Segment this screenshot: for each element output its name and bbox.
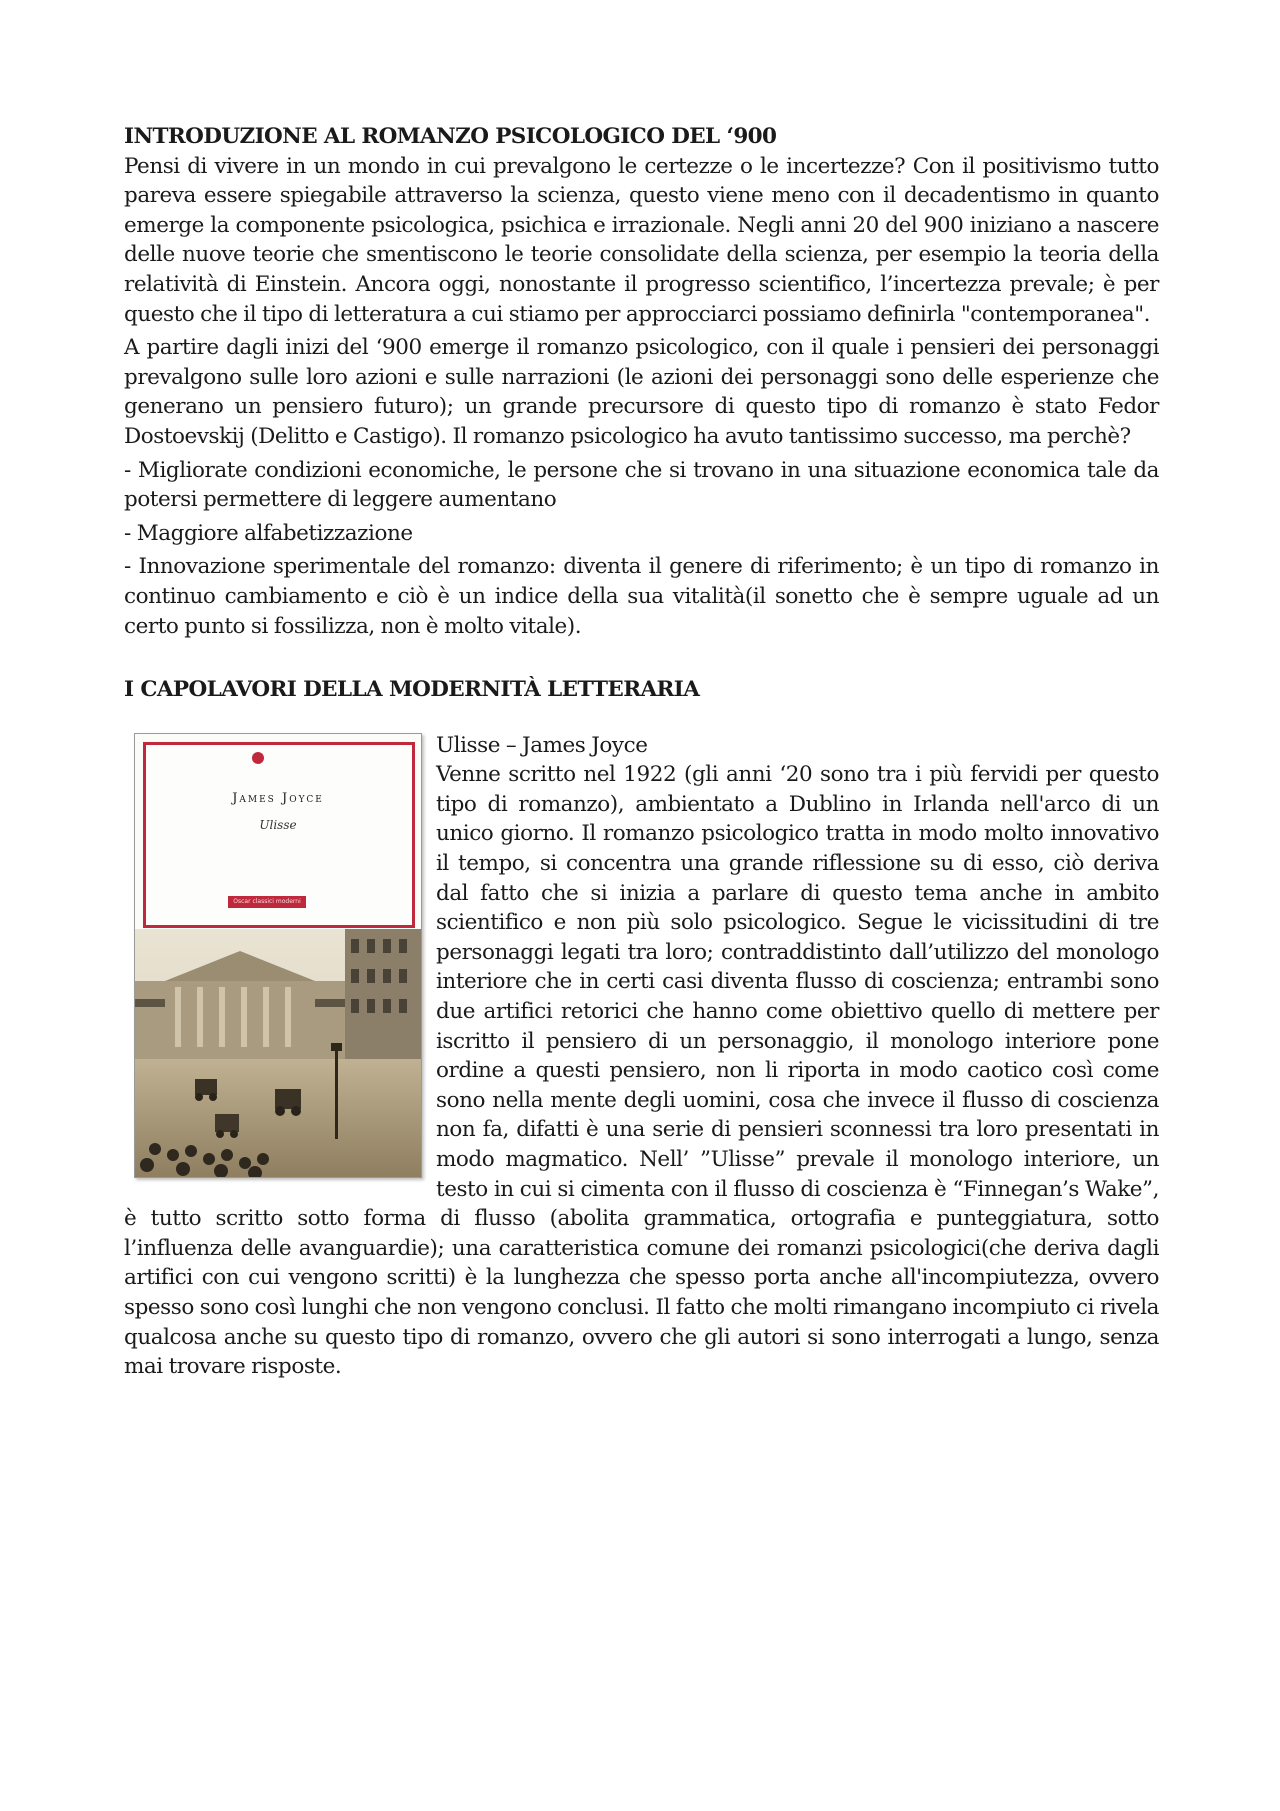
book-cover-image: [134, 733, 422, 1178]
book-description: Venne scritto nel 1922 (gli anni ‘20 sono tra i più fervidi per questo tipo di romanzo), ambientato a Dublino in Irlanda nell'arco di un unico giorno. Il romanzo psicologico tratta in modo molto innovativo il tempo, si concentra una grande riflessione su di esso, ciò deriva dal fatto che si inizia a parlare di questo tema anche in ambito scientifico e non più solo psicologico. Segue le vicissitudini di tre personaggi legati tra loro; contraddistinto dall’utilizzo del monologo interiore che in certi casi diventa flusso di coscienza; entrambi sono due artifici retorici che hanno come obiettivo quello di mettere per iscritto il pensiero di un personaggio, il monologo interiore pone ordine a questi pensiero, non li riporta in modo caotico così come sono nella mente degli uomini, cosa che invece il flusso di coscienza non fa, difatti è una serie di pensieri sconnessi tra loro presentati in modo magmatico. Nell’ ”Ulisse” prevale il monologo interiore, un testo in cui si cimenta con il flusso di coscienza è “Finnegan’s Wake”, è tutto scritto sotto forma di flusso (abolita grammatica, ortografia e punteggiatura, sotto l’influenza delle avanguardie); una caratteristica comune dei romanzi psicologici(che deriva dagli artifici con cui vengono scritti) è la lunghezza che spesso porta anche all'incompiutezza, ovvero spesso sono così lunghi che non vengono conclusi. Il fatto che molti rimangano incompiuto ci rivela qualcosa anche su questo tipo di romanzo, ovvero che gli autori si sono interrogati a lungo, senza mai trovare risposte.: [124, 762, 1159, 1380]
intro-heading: INTRODUZIONE AL ROMANZO PSICOLOGICO DEL ‘900: [124, 124, 777, 149]
cover-title: Ulisse: [259, 817, 297, 832]
publisher-logo-icon: [252, 752, 264, 764]
cover-author: James Joyce: [232, 790, 324, 806]
document-page: [124, 122, 1159, 1386]
cover-series-band: Oscar classici moderni: [228, 896, 306, 908]
intro-bullet-innovation: - Innovazione sperimentale del romanzo: diventa il genere di riferimento; è un tipo di romanzo in continuo cambiamento e ciò è un indice della sua vitalità(il sonetto che è sempre uguale ad un certo punto si fossilizza, non è molto vitale).: [124, 554, 1159, 639]
dublin-street-illustration: [135, 929, 421, 1177]
masterpieces-heading: I CAPOLAVORI DELLA MODERNITÀ LETTERARIA: [124, 677, 700, 703]
intro-bullet-literacy: - Maggiore alfabetizzazione: [124, 520, 413, 546]
intro-paragraph-2: A partire dagli inizi del ‘900 emerge il romanzo psicologico, con il quale i pensieri dei personaggi prevalgono sulle loro azioni e sulle narrazioni (le azioni dei personaggi sono delle esperienze che generano un pensiero futuro); un grande precursore di questo tipo di romanzo è stato Fedor Dostoevskij (Delitto e Castigo). Il romanzo psicologico ha avuto tantissimo successo, ma perchè?: [124, 335, 1159, 449]
book-title-line: Ulisse – James Joyce: [436, 732, 648, 758]
intro-paragraph-1: Pensi di vivere in un mondo in cui prevalgono le certezze o le incertezze? Con il positivismo tutto pareva essere spiegabile attraverso la scienza, questo viene meno con il decadentismo in quanto emerge la componente psicologica, psichica e irrazionale. Negli anni 20 del 900 iniziano a nascere delle nuove teorie che smentiscono le teorie consolidate della scienza, per esempio la teoria della relatività di Einstein. Ancora oggi, nonostante il progresso scientifico, l’incertezza prevale; è per questo che il tipo di letteratura a cui stiamo per approcciarci possiamo definirla "contemporanea".: [124, 153, 1159, 327]
intro-bullet-economy: - Migliorate condizioni economiche, le persone che si trovano in una situazione economica tale da potersi permettere di leggere aumentano: [124, 457, 1159, 513]
